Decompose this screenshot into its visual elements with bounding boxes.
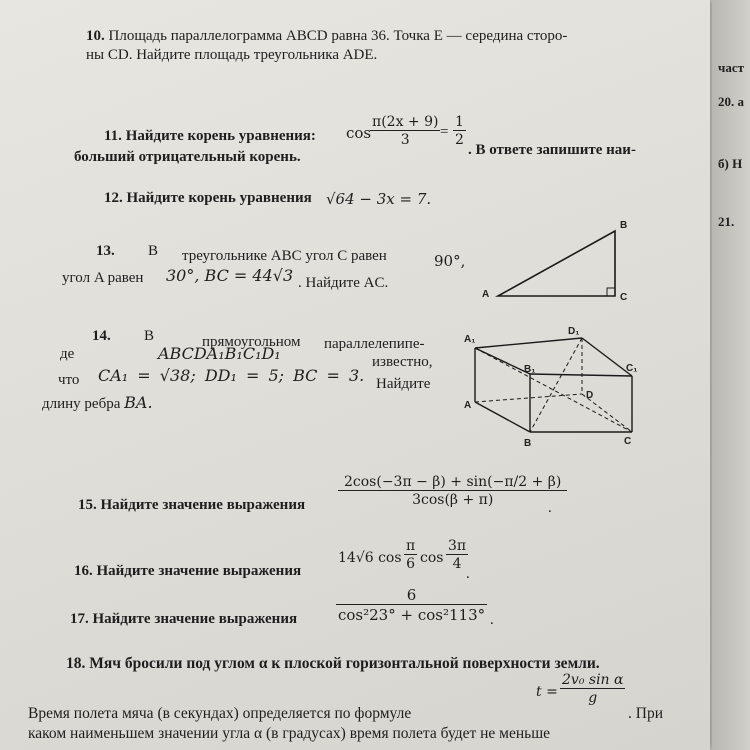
problem-16-tail: . xyxy=(466,566,470,582)
problem-18-text-3: каком наименьшем значении угла α (в градусах) время полета будет не меньше xyxy=(28,725,551,742)
triangle-label-a: A xyxy=(482,289,490,300)
label-c1: C₁ xyxy=(626,363,638,374)
adjacent-line-2: 20. а xyxy=(718,94,744,109)
problem-14-line3a: что xyxy=(58,372,80,388)
problem-16-text: Найдите значение выражения xyxy=(96,563,302,579)
problem-16-frac1 xyxy=(404,538,417,572)
problem-10-text-2: ны CD. Найдите площадь треугольника ADE. xyxy=(86,47,378,63)
problem-17-denominator: cos²23° + cos²113° xyxy=(338,606,486,624)
problem-13-text: треугольнике ABC угол C равен xyxy=(182,248,387,264)
problem-11-eq: = xyxy=(440,124,449,140)
problem-13-value1: 90°, xyxy=(434,252,466,270)
problem-10-number: 10. xyxy=(86,28,105,44)
problem-18-text-2: Время полета мяча (в секундах) определяется по формуле xyxy=(28,705,412,722)
adjacent-page xyxy=(712,0,750,750)
problem-11-rhs xyxy=(453,114,466,148)
problem-15-number: 15. xyxy=(78,497,97,513)
problem-11-denominator: 3 xyxy=(370,130,440,148)
problem-16-number: 16. xyxy=(74,563,93,579)
problem-14-word: В xyxy=(144,328,155,344)
label-b1: B₁ xyxy=(524,364,536,375)
triangle-label-c: C xyxy=(620,292,628,303)
problem-12-line xyxy=(104,190,312,207)
problem-18-number: 18. xyxy=(66,655,86,672)
problem-16-frac2 xyxy=(446,538,468,572)
problem-11-tail: . В ответе запишите наи- xyxy=(468,142,636,158)
adjacent-line-4: 21. xyxy=(718,214,735,229)
label-a1: A₁ xyxy=(464,334,476,345)
label-d1: D₁ xyxy=(568,326,580,337)
problem-14-line3-formula: CA₁ = √38; DD₁ = 5; BC = 3. xyxy=(98,366,365,385)
problem-15-numerator: 2cos(−3π − β) + sin(−π/2 + β) xyxy=(344,474,562,490)
problem-11-rhs-den: 2 xyxy=(455,132,464,148)
problem-14-number: 14. xyxy=(92,328,111,344)
label-c: C xyxy=(624,436,632,447)
problem-14-word3: параллелепипе- xyxy=(324,336,425,352)
label-a: A xyxy=(464,400,472,411)
problem-11-cos: cos xyxy=(346,124,372,142)
problem-17-fraction xyxy=(336,586,487,624)
problem-16-f1-num: π xyxy=(406,538,416,554)
problem-11-rhs-num: 1 xyxy=(455,114,464,130)
problem-10-text-1: Площадь параллелограмма ABCD равна 36. Точка E — середина сторо- xyxy=(108,28,568,44)
problem-15-fraction xyxy=(338,474,567,508)
problem-13-line2a: угол A равен xyxy=(62,270,144,286)
problem-15-text: Найдите значение выражения xyxy=(100,497,306,513)
problem-14-line4 xyxy=(42,393,153,413)
problem-11-numerator: π(2x + 9) xyxy=(372,114,439,130)
label-d: D xyxy=(586,390,594,401)
problem-17-line xyxy=(70,611,297,628)
problem-14-line3b: Найдите xyxy=(376,376,431,392)
label-b: B xyxy=(524,438,532,449)
problem-18-formula-lhs: t = xyxy=(536,684,558,700)
problem-12-text: Найдите корень уравнения xyxy=(126,190,312,206)
problem-11-text-2: больший отрицательный корень. xyxy=(74,149,301,165)
problem-15-denominator: 3cos(β + π) xyxy=(338,490,567,508)
problem-16-f2-num: 3π xyxy=(448,538,467,554)
problem-16-f1-den: 6 xyxy=(404,554,417,572)
problem-12-formula: √64 − 3x = 7. xyxy=(326,190,432,208)
problem-15-tail: . xyxy=(548,500,552,516)
problem-18-f-den: g xyxy=(560,688,625,706)
problem-17-tail: . xyxy=(490,612,494,628)
problem-15-line xyxy=(78,497,305,514)
problem-13-line2b: . Найдите AC. xyxy=(298,275,389,291)
triangle-label-b: B xyxy=(620,220,628,231)
problem-14-edge: BA. xyxy=(124,393,153,412)
problem-11-fraction xyxy=(370,114,440,148)
problem-12-number: 12. xyxy=(104,190,123,206)
problem-16-f2-den: 4 xyxy=(446,554,468,572)
parallelepiped-figure xyxy=(464,326,690,449)
adjacent-line-1: част xyxy=(718,60,744,75)
problem-14-line4-text: длину ребра xyxy=(42,396,121,412)
problem-18-fraction xyxy=(560,672,625,706)
problem-13-word: В xyxy=(148,243,159,259)
problem-14-word2: прямоугольном xyxy=(202,334,301,350)
problem-17-numerator: 6 xyxy=(406,586,417,604)
problem-17-number: 17. xyxy=(70,611,89,627)
problem-18-line1 xyxy=(66,655,600,673)
problem-14-line2a: де xyxy=(60,346,75,362)
problem-13-value2: 30°, BC = 44√3 xyxy=(166,266,294,285)
problem-14-formula: ABCDA₁B₁C₁D₁ xyxy=(158,344,281,363)
problem-18-text-2b: . При xyxy=(628,705,663,722)
problem-17-text: Найдите значение выражения xyxy=(92,611,298,627)
problem-18-text-1: Мяч бросили под углом α к плоской горизонтальной поверхности земли. xyxy=(89,655,600,672)
problem-16-coef: 14√6 cos xyxy=(338,550,402,566)
problem-13-number: 13. xyxy=(96,243,115,259)
problem-16-cos2: cos xyxy=(420,550,444,566)
problem-11-number: 11. xyxy=(104,128,122,144)
triangle-figure xyxy=(480,218,640,308)
adjacent-line-3: б) Н xyxy=(718,156,743,171)
problem-16-line xyxy=(74,563,301,580)
problem-11-line1 xyxy=(104,128,316,145)
problem-14-line2b: известно, xyxy=(372,354,433,370)
problem-18-f-num: 2v₀ sin α xyxy=(562,672,624,688)
problem-11-text: Найдите корень уравнения: xyxy=(125,128,316,144)
problem-10-line1 xyxy=(86,28,567,45)
